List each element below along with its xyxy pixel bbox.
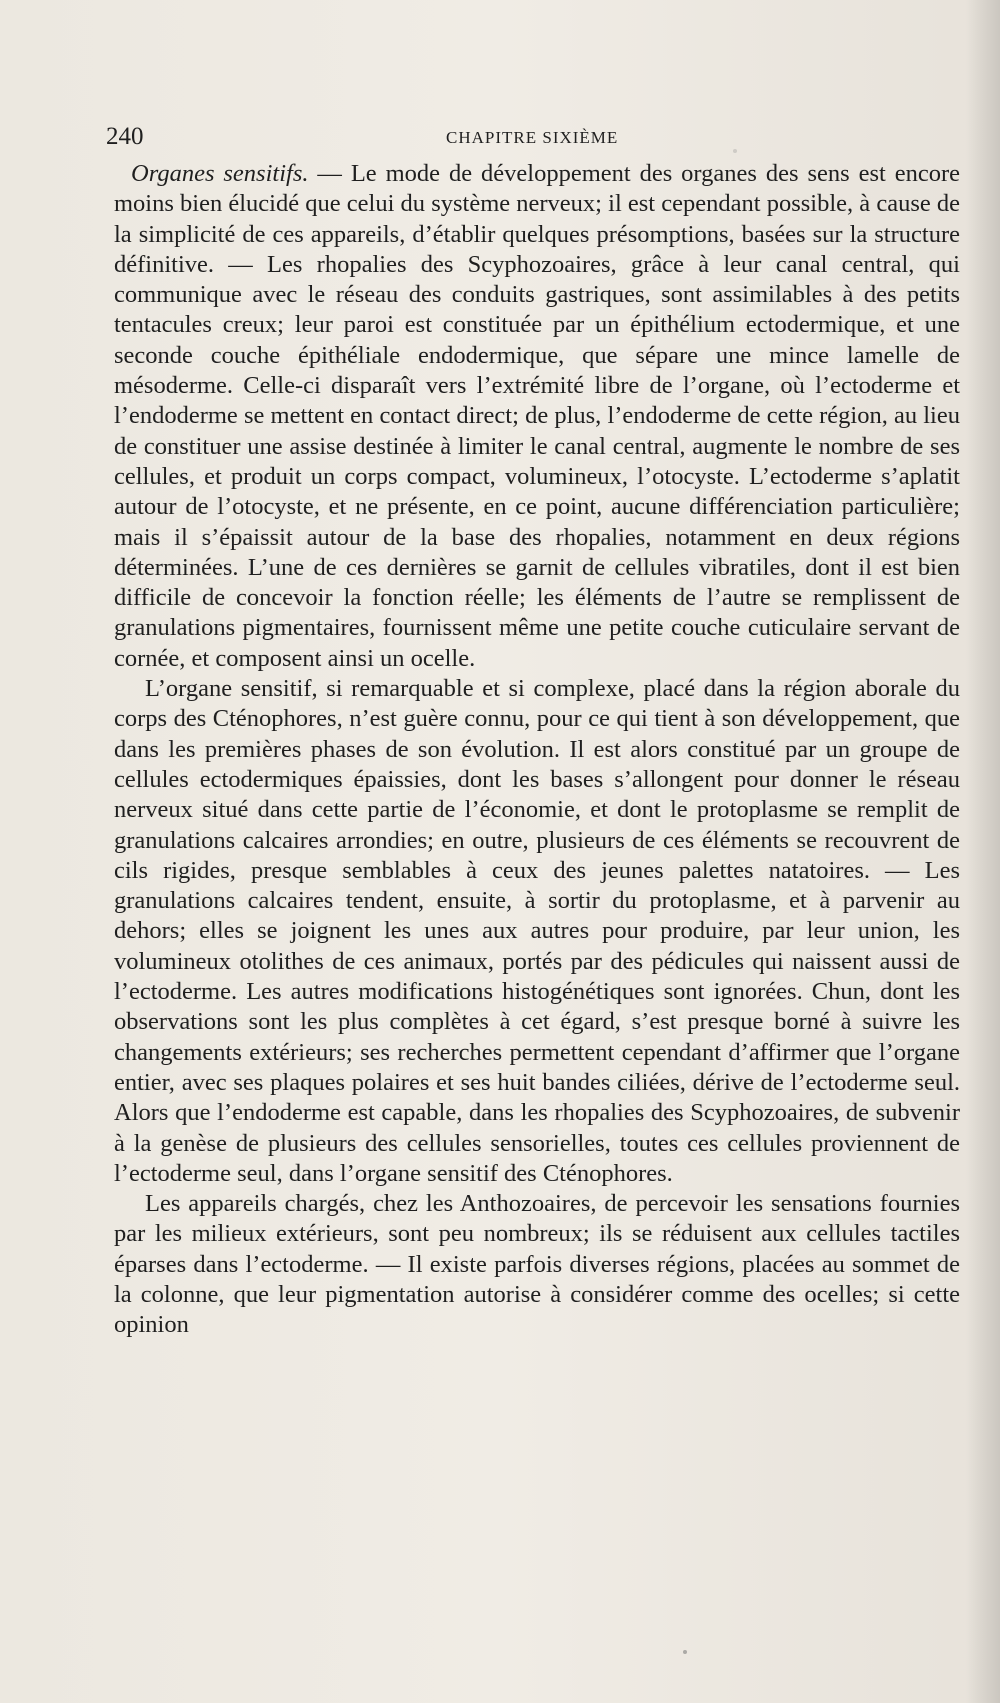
section-lead: Organes sensitifs.	[131, 160, 309, 187]
paragraph-anthozoaires	[114, 1189, 960, 1340]
paragraph-text: Les appareils chargés, chez les Anthozoaires, de percevoir les sensations fournies par les milieux extérieurs, sont peu nombreux; ils se réduisent aux cellules tactiles éparses dans l’ectoderme. — Il existe parfois diverses régions, placées au sommet de la colonne, que leur pigmentation autorise à considérer comme des ocelles; si cette opinion	[114, 1190, 960, 1339]
paragraph-ctenophores	[114, 674, 960, 1189]
paper-speck	[733, 149, 737, 153]
paragraph-text: — Le mode de développement des organes des sens est encore moins bien élucidé que celui du système nerveux; il est cependant possible, à cause de la simplicité de ces appareils, d’établir quelques présomptions, basées sur la structure définitive. — Les rhopalies des Scyphozoaires, grâce à leur canal central, qui communique avec le réseau des conduits gastriques, sont assimilables à des petits tentacules creux; leur paroi est constituée par un épithélium ectodermique, et une seconde couche épithéliale endodermique, que sépare une mince lamelle de mésoderme. Celle-ci disparaît vers l’extrémité libre de l’organe, où l’ectoderme et l’endoderme se mettent en contact direct; de plus, l’endoderme de cette région, au lieu de constituer une assise destinée à limiter le canal central, augmente le nombre de ses cellules, et produit un corps compact, volumineux, l’otocyste. L’ectoderme s’aplatit autour de l’otocyste, et ne présente, en ce point, aucune différenciation particulière; mais il s’épaissit autour de la base des rhopalies, notamment en deux régions déterminées. L’une de ces dernières se garnit de cellules vibratiles, dont il est bien difficile de concevoir la fonction réelle; les éléments de l’autre se remplissent de granulations pigmentaires, fournissent même une petite couche cuticulaire servant de cornée, et composent ainsi un ocelle.	[114, 160, 960, 672]
body-text	[114, 159, 960, 1341]
chapter-title: CHAPITRE SIXIÈME	[446, 128, 619, 147]
page-number: 240	[106, 123, 144, 150]
page-header	[106, 121, 956, 153]
paragraph-organes-sensitifs	[114, 159, 960, 674]
paper-speck	[683, 1650, 687, 1654]
page-gutter-shadow	[966, 0, 1000, 1703]
paragraph-text: L’organe sensitif, si remarquable et si complexe, placé dans la région aborale du corps des Cténophores, n’est guère connu, pour ce qui tient à son développement, que dans les premières phases de son évolution. Il est alors constitué par un groupe de cellules ectodermiques épaissies, dont les bases s’allongent pour donner le réseau nerveux situé dans cette partie de l’économie, et dont le protoplasme se remplit de granulations calcaires arrondies; en outre, plusieurs de ces éléments se recouvrent de cils rigides, presque semblables à ceux des jeunes palettes natatoires. — Les granulations calcaires tendent, ensuite, à sortir du protoplasme, et à parvenir au dehors; elles se joignent les unes aux autres pour produire, par leur union, les volumineux otolithes de ces animaux, portés par des pédicules qui naissent aussi de l’ectoderme. Les autres modifications histogénétiques sont ignorées. Chun, dont les observations sont les plus complètes à cet égard, s’est presque borné à suivre les changements extérieurs; ses recherches permettent cependant d’affirmer que l’organe entier, avec ses plaques polaires et ses huit bandes ciliées, dérive de l’ectoderme seul. Alors que l’endoderme est capable, dans les rhopalies des Scyphozoaires, de subvenir à la genèse de plusieurs des cellules sensorielles, toutes ces cellules proviennent de l’ectoderme seul, dans l’organe sensitif des Cténophores.	[114, 675, 960, 1187]
